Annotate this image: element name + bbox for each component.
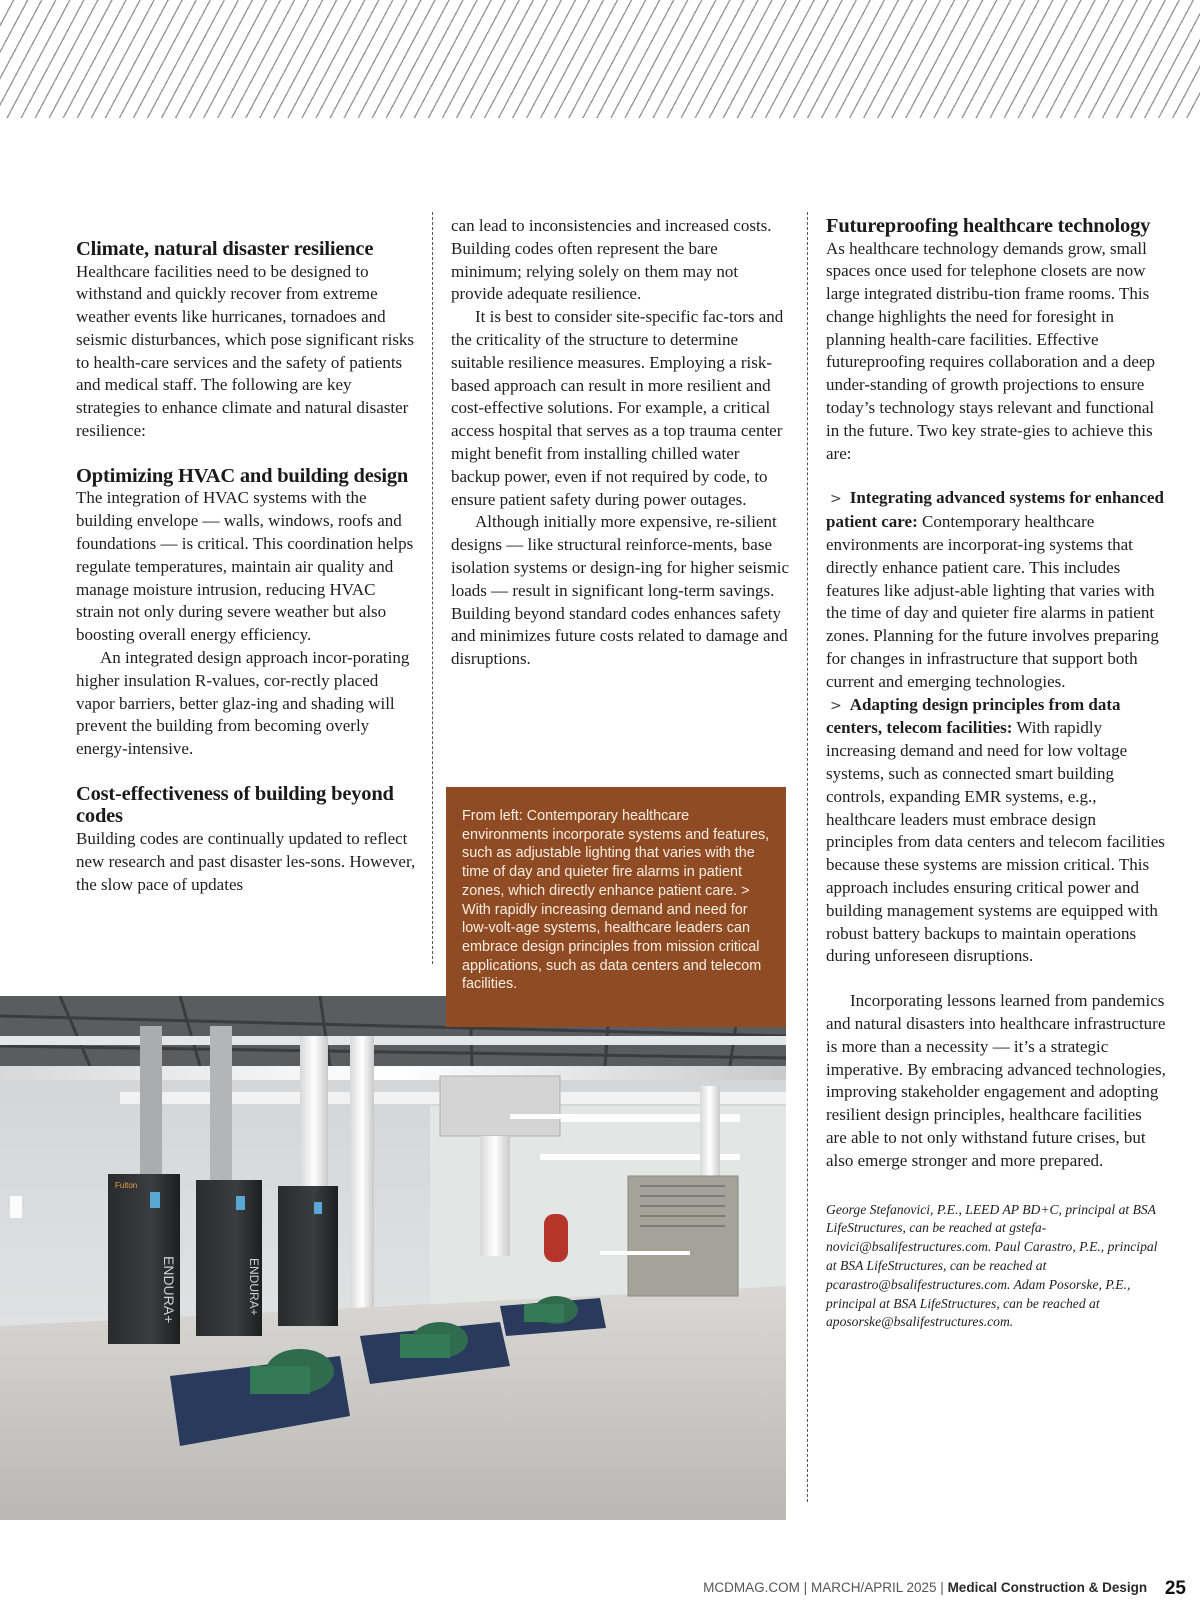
column-divider-right: [807, 212, 808, 1502]
paragraph: As healthcare technology demands grow, small spaces once used for telephone closets are now large integrated distribu-tion frame rooms. This change highlights the need for foresight in planning health-care facilities. Effective futureproofing requires collaboration and a deep under-standing of growth projections to ensure today’s technology stays relevant and functional in the future. Two key strate-gies to achieve this are:: [826, 238, 1156, 463]
author-credit: George Stefanovici, P.E., LEED AP BD+C, principal at BSA LifeStructures, can be reached at gstefa-novici@bsalifestructures.com. Paul Carastro, P.E., principal at BSA LifeStructures, can be reached at pcarastro@bsalifestructures.com. Adam Posorske, P.E., principal at BSA LifeStructures, can be reached at aposorske@bsalifestructures.com.: [826, 1201, 1158, 1330]
mechanical-room-photo: [0, 996, 786, 1520]
paragraph: Although initially more expensive, re-silient designs — like structural reinforce-ments, base isolation systems or design-ing for higher seismic loads — result in significant long-term savings. Building beyond standard codes enhances safety and minimizes future costs related to damage and disruptions.: [451, 512, 790, 669]
footer-separator: |: [940, 1580, 944, 1595]
page-number: 25: [1164, 1578, 1186, 1599]
chevron-right-icon: >: [830, 491, 842, 508]
heading-climate-resilience: Climate, natural disaster resilience: [76, 238, 374, 260]
heading-cost-effectiveness: Cost-effectiveness of building beyond codes: [76, 782, 394, 828]
heading-optimizing-hvac: Optimizing HVAC and building design: [76, 464, 409, 487]
heading-futureproofing: Futureproofing healthcare technology: [826, 215, 1151, 237]
page-footer: [703, 1578, 1186, 1602]
middle-column: [451, 215, 791, 671]
boiler-model-label: ENDURA+: [247, 1258, 261, 1316]
bullet-text: With rapidly increasing demand and need for low voltage systems, such as connected smart building controls, expanding EMR systems, e.g., healthcare leaders must embrace design principles from data centers and telecom facilities because these systems are mission critical. This approach includes ensuring critical power and building management systems are equipped with robust battery backups to maintain operations during unforeseen disruptions.: [826, 718, 1165, 966]
closing-paragraph: Incorporating lessons learned from pandemics and natural disasters into healthcare infrastructure is more than a necessity — it’s a strategic imperative. By embracing advanced technologies, improving stakeholder engagement and adopting resilient design principles, healthcare facilities are able to not only withstand future crises, but also emerge stronger and more prepared.: [826, 991, 1166, 1170]
photo-caption: From left: Contemporary healthcare environments incorporate systems and features, such as adjustable lighting that varies with the time of day and quieter fire alarms in patient zones, which directly enhance patient care. > With rapidly increasing demand and need for low-volt-age systems, healthcare leaders can embrace design principles from mission critical applications, such as data centers and telecom facilities.: [446, 787, 786, 1027]
paragraph: It is best to consider site-specific fac-tors and the criticality of the structure to determine suitable resilience measures. Employing a risk-based approach can result in more resilient and cost-effective solutions. For example, a critical access hospital that serves as a top trauma center might benefit from installing chilled water backup power, even if not required by code, to ensure patient safety during power outages.: [451, 307, 784, 509]
bullet-item: [826, 487, 1166, 693]
bullet-lead: Integrating advanced systems for enhanced patient care:: [826, 488, 1164, 532]
footer-separator: |: [803, 1580, 808, 1595]
left-column: [76, 238, 416, 896]
hatched-header-band: [0, 0, 1200, 118]
footer-site: MCDMAG.COM: [703, 1580, 800, 1595]
paragraph: The integration of HVAC systems with the building envelope — walls, windows, roofs and foundations — is critical. This coordination helps regulate temperatures, maintain air quality and manage moisture intrusion, reducing HVAC strain not only during severe weather but also boosting overall energy efficiency.: [76, 488, 414, 645]
boiler-brand-label: Fulton: [115, 1181, 138, 1190]
right-column: [826, 215, 1166, 1332]
footer-publication: Medical Construction & Design: [947, 1580, 1148, 1595]
footer-issue: MARCH/APRIL 2025: [810, 1580, 937, 1595]
bullet-text: Contemporary healthcare environments are incorporat-ing systems that directly enhance patient care. This includes features like adjust-able lighting that varies with the time of day and quieter fire alarms in patient zones. Planning for the future involves preparing for changes in infrastructure that support both current and emerging technologies.: [826, 512, 1159, 691]
chevron-right-icon: >: [830, 697, 842, 714]
paragraph: Healthcare facilities need to be designed to withstand and quickly recover from extreme weather events like hurricanes, tornadoes and seismic disturbances, which pose significant risks to health-care services and the safety of patients and medical staff. The following are key strategies to enhance climate and natural disaster resilience:: [76, 261, 415, 441]
paragraph: An integrated design approach incor-porating higher insulation R-values, cor-rectly placed vapor barriers, better glaz-ing and shading will prevent the building from becoming overly energy-intensive.: [76, 647, 410, 759]
column-divider-left: [432, 212, 433, 964]
boiler-model-label: ENDURA+: [161, 1256, 177, 1324]
paragraph: Building codes are continually updated to reflect new research and past disaster les-sons. However, the slow pace of updates: [76, 828, 416, 894]
bullet-item: [826, 694, 1166, 969]
paragraph: can lead to inconsistencies and increased costs. Building codes often represent the bare minimum; relying solely on them may not provide adequate resilience.: [451, 216, 772, 304]
bullet-lead: Adapting design principles from data centers, telecom facilities:: [826, 694, 1121, 738]
